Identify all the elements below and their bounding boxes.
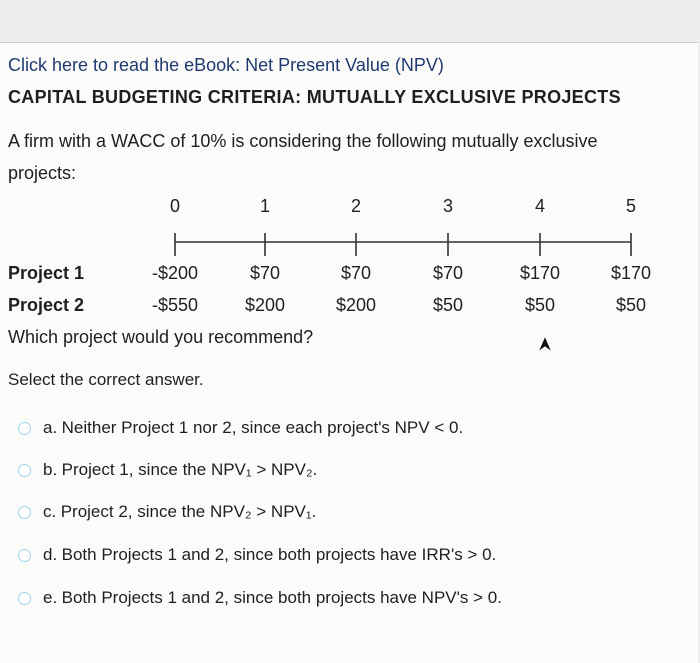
- option-letter: a.: [43, 418, 58, 437]
- period-label: 5: [625, 196, 636, 216]
- section-heading: CAPITAL BUDGETING CRITERIA: MUTUALLY EXCLUSIVE PROJECTS: [8, 87, 621, 107]
- option-text: Project 1, since the NPV₁ > NPV₂.: [61, 460, 318, 479]
- option-text: Both Projects 1 and 2, since both projects have NPV's > 0.: [61, 588, 502, 607]
- period-label: 4: [534, 196, 545, 216]
- project-1-cash-flow: $70: [340, 263, 372, 283]
- option-text: Neither Project 1 nor 2, since each project's NPV < 0.: [61, 418, 464, 437]
- project-2-cash-flow: $200: [244, 295, 286, 315]
- ebook-link[interactable]: Click here to read the eBook: Net Present Value (NPV): [8, 55, 444, 75]
- project-2-cash-flow: $200: [335, 295, 377, 315]
- project-1-cash-flow: $170: [610, 263, 652, 283]
- period-label: 2: [350, 196, 361, 216]
- option-text: Project 2, since the NPV₂ > NPV₁.: [60, 502, 317, 521]
- select-answer-label: Select the correct answer.: [8, 370, 204, 389]
- option-text: Both Projects 1 and 2, since both projects have IRR's > 0.: [61, 545, 497, 564]
- period-label: 3: [442, 196, 453, 216]
- radio-button[interactable]: [18, 464, 31, 477]
- project-1-label: Project 1: [8, 263, 85, 283]
- answer-option-c[interactable]: [18, 500, 316, 524]
- answer-option-e[interactable]: [18, 586, 502, 610]
- timeline-axis: [0, 196, 700, 266]
- answer-option-b[interactable]: [18, 458, 317, 482]
- radio-button[interactable]: [18, 549, 31, 562]
- period-label: 0: [169, 196, 180, 216]
- project-1-cash-flow: $70: [249, 263, 281, 283]
- option-letter: e.: [43, 588, 58, 607]
- answer-option-d[interactable]: [18, 543, 496, 567]
- project-2-cash-flow: $50: [615, 295, 647, 315]
- project-2-cash-flow: $50: [524, 295, 556, 315]
- answer-option-a[interactable]: [18, 416, 463, 440]
- project-1-cash-flow: $170: [519, 263, 561, 283]
- question-text: Which project would you recommend?: [8, 327, 314, 347]
- project-1-cash-flow: $70: [432, 263, 464, 283]
- period-label: 1: [259, 196, 270, 216]
- option-letter: b.: [43, 460, 58, 479]
- radio-button[interactable]: [18, 422, 31, 435]
- radio-button[interactable]: [18, 506, 31, 519]
- project-1-cash-flow: -$200: [151, 263, 199, 283]
- intro-text: A firm with a WACC of 10% is considering the following mutually exclusive projects:: [8, 131, 598, 183]
- radio-button[interactable]: [18, 592, 31, 605]
- option-letter: d.: [43, 545, 58, 564]
- option-letter: c.: [43, 502, 57, 521]
- project-2-label: Project 2: [8, 295, 85, 315]
- project-2-cash-flow: $50: [432, 295, 464, 315]
- project-2-cash-flow: -$550: [151, 295, 199, 315]
- mouse-pointer-icon: [536, 334, 554, 356]
